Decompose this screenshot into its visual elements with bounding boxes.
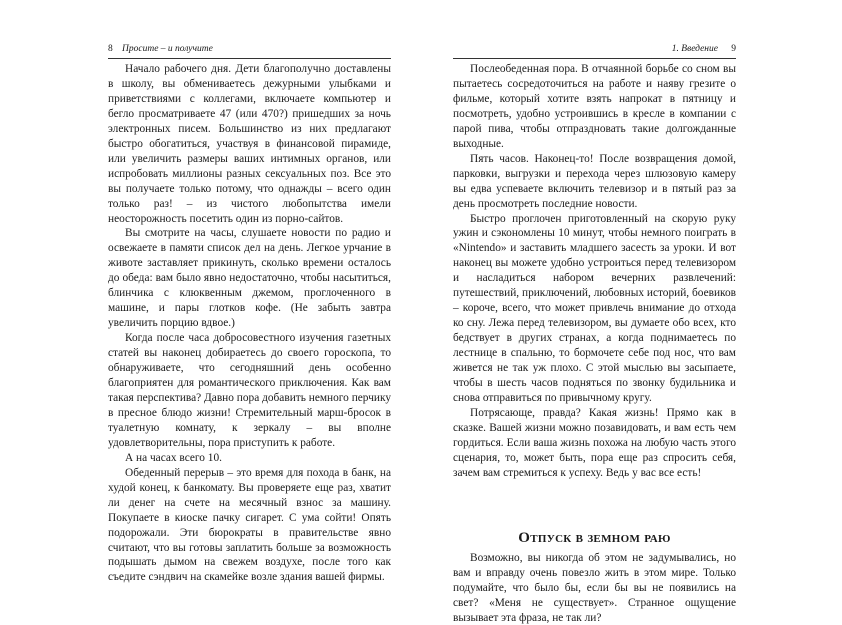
- right-page: [421, 0, 842, 624]
- paragraph: Послеобеденная пора. В отчаянной борьбе со сном вы пытаетесь сосредоточиться на работе и наяву грезите о фильме, который хотите взять напрокат в пятницу и посмотреть, удобно устроившись в кресле в компании с парой пива, чтобы отпраздновать такие долгожданные выходные.: [453, 63, 736, 150]
- paragraph: Обеденный перерыв – это время для похода в банк, на худой конец, к банкомату. Вы проверяете еще раз, хватит ли денег на счете на месячный взнос за машину. Покупаете в киоске пачку сигарет. С ума сойти! Опять подорожали. Эти бюрократы в правительстве явно считают, что вы готовы заплатить больше за возможность подышать дымом на свежем воздухе, после того как съедите сэндвич на скамейке возле здания вашей фирмы.: [108, 466, 391, 584]
- page-number: 8: [108, 44, 113, 54]
- paragraph: Пять часов. Наконец-то! После возвращения домой, парковки, выгрузки и перехода через шлюзовую камеру вы едва успеваете включить телевизор и в пятый раз за день просмотреть последние новости.: [453, 152, 736, 210]
- right-page-body: [453, 62, 736, 625]
- header-rule: [108, 58, 391, 59]
- paragraph: Вы смотрите на часы, слушаете новости по радио и освежаете в памяти список дел на день. Легкое урчание в животе заставляет прикинуть, сколько времени осталось до обеда: вам было явно недостаточно, чтобы насытиться, блинчика с клюквенным джемом, проглоченного в машине, и пары глотков кофе. (Не забыть завтра увеличить порцию вдвое.): [108, 227, 391, 330]
- paragraph: Быстро проглочен приготовленный на скорую руку ужин и сэкономлены 10 минут, чтобы немного поиграть в «Nintendo» и заставить младшего засесть за уроки. И вот наконец вы можете удобно устроиться перед телевизором и насладиться набором вечерних развлечений: путешествий, приключений, любовных историй, боевиков – короче, всего, что может привлечь внимание до отхода ко сну. Лежа перед телевизором, вы думаете обо всех, кто бедствует в других странах, а когда поднимаетесь по лестнице в спальню, то бормочете себе под нос, что вам живется не так уж плохо. С этой мыслью вы засыпаете, чтобы в шесть часов подняться по звонку будильника и снова отправиться по привычному кругу.: [453, 212, 736, 404]
- running-head: Просите – и получите: [122, 44, 213, 54]
- paragraph: А на часах всего 10.: [125, 451, 222, 464]
- left-page-body: [108, 62, 391, 585]
- running-head: 1. Введение: [671, 44, 718, 54]
- page-number: 9: [731, 44, 736, 54]
- paragraph: Возможно, вы никогда об этом не задумывались, но вам и вправду очень повезло жить в этом мире. Только подумайте, что было бы, если бы вы не появились на свет? «Меня не существует». Странное ощущение вызывает эта фраза, не так ли?: [453, 551, 736, 624]
- left-page-header: [108, 44, 391, 58]
- paragraph: Потрясающе, правда? Какая жизнь! Прямо как в сказке. Вашей жизни можно позавидовать, и вам есть чем гордиться. Если ваша жизнь похожа на любую часть этого сценария, то, может быть, пора еще раз спросить себя, зачем вам стремиться к успеху. Ведь у вас все есть!: [453, 406, 736, 479]
- paragraph: Когда после часа добросовестного изучения газетных статей вы наконец добираетесь до своего гороскопа, то обнаруживаете, что сегодняшний день особенно благоприятен для романтического приключения. Как вам такая перспектива? Давно пора добавить немного перчику в пресное блюдо жизни! Стремительный марш-бросок в туалетную комнату, к зеркалу – вы вполне удовлетворительны, пора приступить к работе.: [108, 332, 391, 449]
- section-heading: Отпуск в земном раю: [518, 529, 671, 546]
- left-page: [0, 0, 421, 595]
- header-rule: [453, 58, 736, 59]
- right-page-header: [453, 44, 736, 58]
- paragraph: Начало рабочего дня. Дети благополучно доставлены в школу, вы обмениваетесь дежурными улыбками и приветствиями с коллегами, включаете компьютер и бегло просматриваете 47 (или 470?) пришедших за ночь электронных писем. Большинство из них предлагают быстро обогатиться, участвуя в финансовой пирамиде, или увеличить размеры ваших интимных органов, или испробовать миллионы разных сексуальных поз. Все это вы получаете только потому, что однажды – всего один только раз! – из чистого любопытства имели неосторожность посетить один из порно-сайтов.: [108, 63, 391, 225]
